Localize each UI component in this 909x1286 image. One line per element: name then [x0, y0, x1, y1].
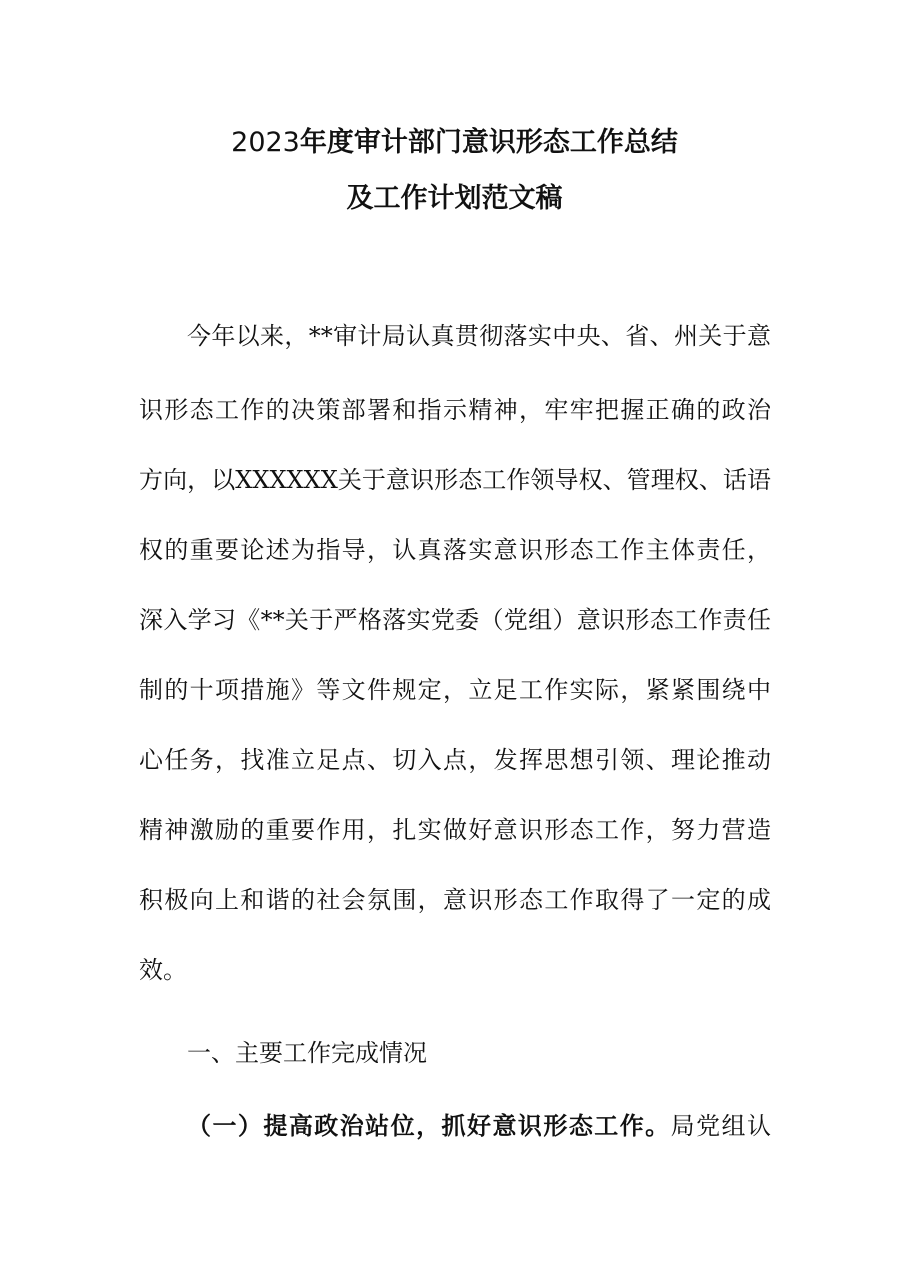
paragraph-line: 今年以来，**审计局认真贯彻落实中央、省、州关于意: [187, 322, 771, 350]
paragraph-line: 效。: [139, 956, 187, 984]
paragraph-line: 积极向上和谐的社会氛围，意识形态工作取得了一定的成: [139, 886, 771, 914]
paragraph-line: 方向，以XXXXXX关于意识形态工作领导权、管理权、话语: [139, 466, 771, 494]
paragraph-line: 心任务，找准立足点、切入点，发挥思想引领、理论推动: [139, 746, 771, 774]
subsection-line: [187, 1109, 771, 1143]
document-title-line-1: [0, 125, 909, 161]
title-year: 2023: [231, 127, 300, 158]
paragraph-line: 识形态工作的决策部署和指示精神，牢牢把握正确的政治: [139, 396, 771, 424]
title-text: 年度审计部门意识形态工作总结: [299, 127, 678, 158]
section-heading: 一、主要工作完成情况: [187, 1039, 427, 1067]
paragraph-line: 制的十项措施》等文件规定，立足工作实际，紧紧围绕中: [139, 676, 771, 704]
document-title-line-2: 及工作计划范文稿: [346, 183, 563, 214]
paragraph-line: 精神激励的重要作用，扎实做好意识形态工作，努力营造: [139, 816, 771, 844]
subsection-text: 局党组认: [670, 1112, 772, 1140]
paragraph-line: 权的重要论述为指导，认真落实意识形态工作主体责任，: [139, 536, 771, 564]
subsection-heading: （一）提高政治站位，抓好意识形态工作。: [187, 1111, 671, 1140]
paragraph-line: 深入学习《**关于严格落实党委（党组）意识形态工作责任: [139, 606, 771, 634]
